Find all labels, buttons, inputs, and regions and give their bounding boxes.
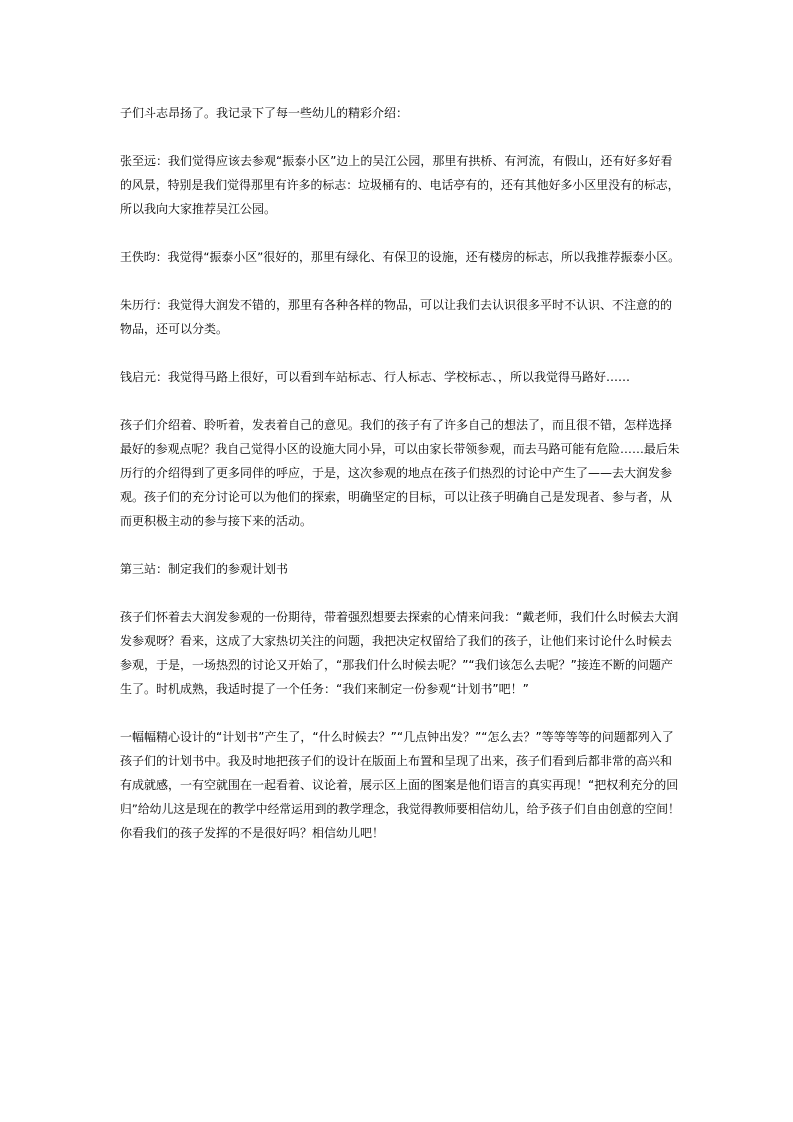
paragraph-planning: [120, 605, 680, 701]
text-line: 子们斗志昂扬了。我记录下了每一些幼儿的精彩介绍：: [120, 106, 409, 120]
text-line: 发参观呀？看来，这成了大家热切关注的问题，我把决定权留给了我们的孩子，让他们来讨论什么时候去: [120, 634, 673, 648]
text-line: 孩子们怀着去大润发参观的一份期待，带着强烈想要去探索的心情来问我：“戴老师，我们什么时候去大润: [120, 610, 679, 624]
text-line: 有成就感，一有空就围在一起看着、议论着，展示区上面的图案是他们语言的真实再现！“把权利充分的回: [120, 778, 679, 792]
text-line: 你看我们的孩子发挥的不是很好吗？相信幼儿吧！: [120, 826, 385, 840]
text-line: 的风景，特别是我们觉得那里有许多的标志：垃圾桶有的、电话亭有的，还有其他好多小区里没有的标志，: [120, 178, 680, 192]
paragraph-qian-qiyuan: [120, 365, 680, 389]
text-line: 观。孩子们的充分讨论可以为他们的探索，明确坚定的目标，可以让孩子明确自己是发现者、参与者，从: [120, 490, 673, 504]
text-line: 历行的介绍得到了更多同伴的呼应，于是，这次参观的地点在孩子们热烈的讨论中产生了——去大润发参: [120, 466, 673, 480]
text-line: 物品，还可以分类。: [120, 322, 229, 336]
text-line: 生了。时机成熟，我适时提了一个任务：“我们来制定一份参观“计划书”吧！”: [120, 682, 529, 696]
text-line: 王佚昀：我觉得“振泰小区”很好的，那里有绿化、有保卫的设施，还有楼房的标志，所以我推荐振泰小区。: [120, 250, 681, 264]
paragraph-zhang-zhiyuan: [120, 149, 680, 221]
text-line: 而更积极主动的参与接下来的活动。: [120, 514, 313, 528]
text-line: 参观，于是，一场热烈的讨论又开始了，“那我们什么时候去呢？”“我们该怎么去呢？”接连不断的问题产: [120, 658, 673, 672]
document-body: [120, 101, 680, 869]
text-line: 所以我向大家推荐吴江公园。: [120, 202, 277, 216]
text-line: 孩子们的计划书中。我及时地把孩子们的设计在版面上布置和呈现了出来，孩子们看到后都非常的高兴和: [120, 754, 673, 768]
paragraph-zhu-lixing: [120, 293, 680, 341]
text-line: 最好的参观点呢？我自己觉得小区的设施大同小异，可以由家长带领参观，而去马路可能有危险……最后朱: [120, 442, 680, 456]
section-heading: [120, 557, 680, 581]
paragraph-discussion: [120, 413, 680, 533]
section-heading-text: 第三站：制定我们的参观计划书: [120, 562, 289, 576]
text-line: 张至远：我们觉得应该去参观“振泰小区”边上的吴江公园，那里有拱桥、有河流，有假山，还有好多好看: [120, 154, 673, 168]
text-line: 钱启元：我觉得马路上很好，可以看到车站标志、行人标志、学校标志、，所以我觉得马路好……: [120, 370, 631, 384]
text-line: 一幅幅精心设计的“计划书”产生了，“什么时候去？”“几点钟出发？”“怎么去？”等等等等的问题都列入了: [120, 730, 674, 744]
text-line: 归”给幼儿这是现在的教学中经常运用到的教学理念，我觉得教师要相信幼儿，给予孩子们自由创意的空间！: [120, 802, 680, 816]
paragraph-wang-yiyun: [120, 245, 680, 269]
text-line: 朱历行：我觉得大润发不错的，那里有各种各样的物品，可以让我们去认识很多平时不认识、不注意的的: [120, 298, 673, 312]
paragraph-plan-books: [120, 725, 680, 845]
text-line: 孩子们介绍着、聆听着，发表着自己的意见。我们的孩子有了许多自己的想法了，而且很不错，怎样选择: [120, 418, 673, 432]
paragraph-intro: [120, 101, 680, 125]
